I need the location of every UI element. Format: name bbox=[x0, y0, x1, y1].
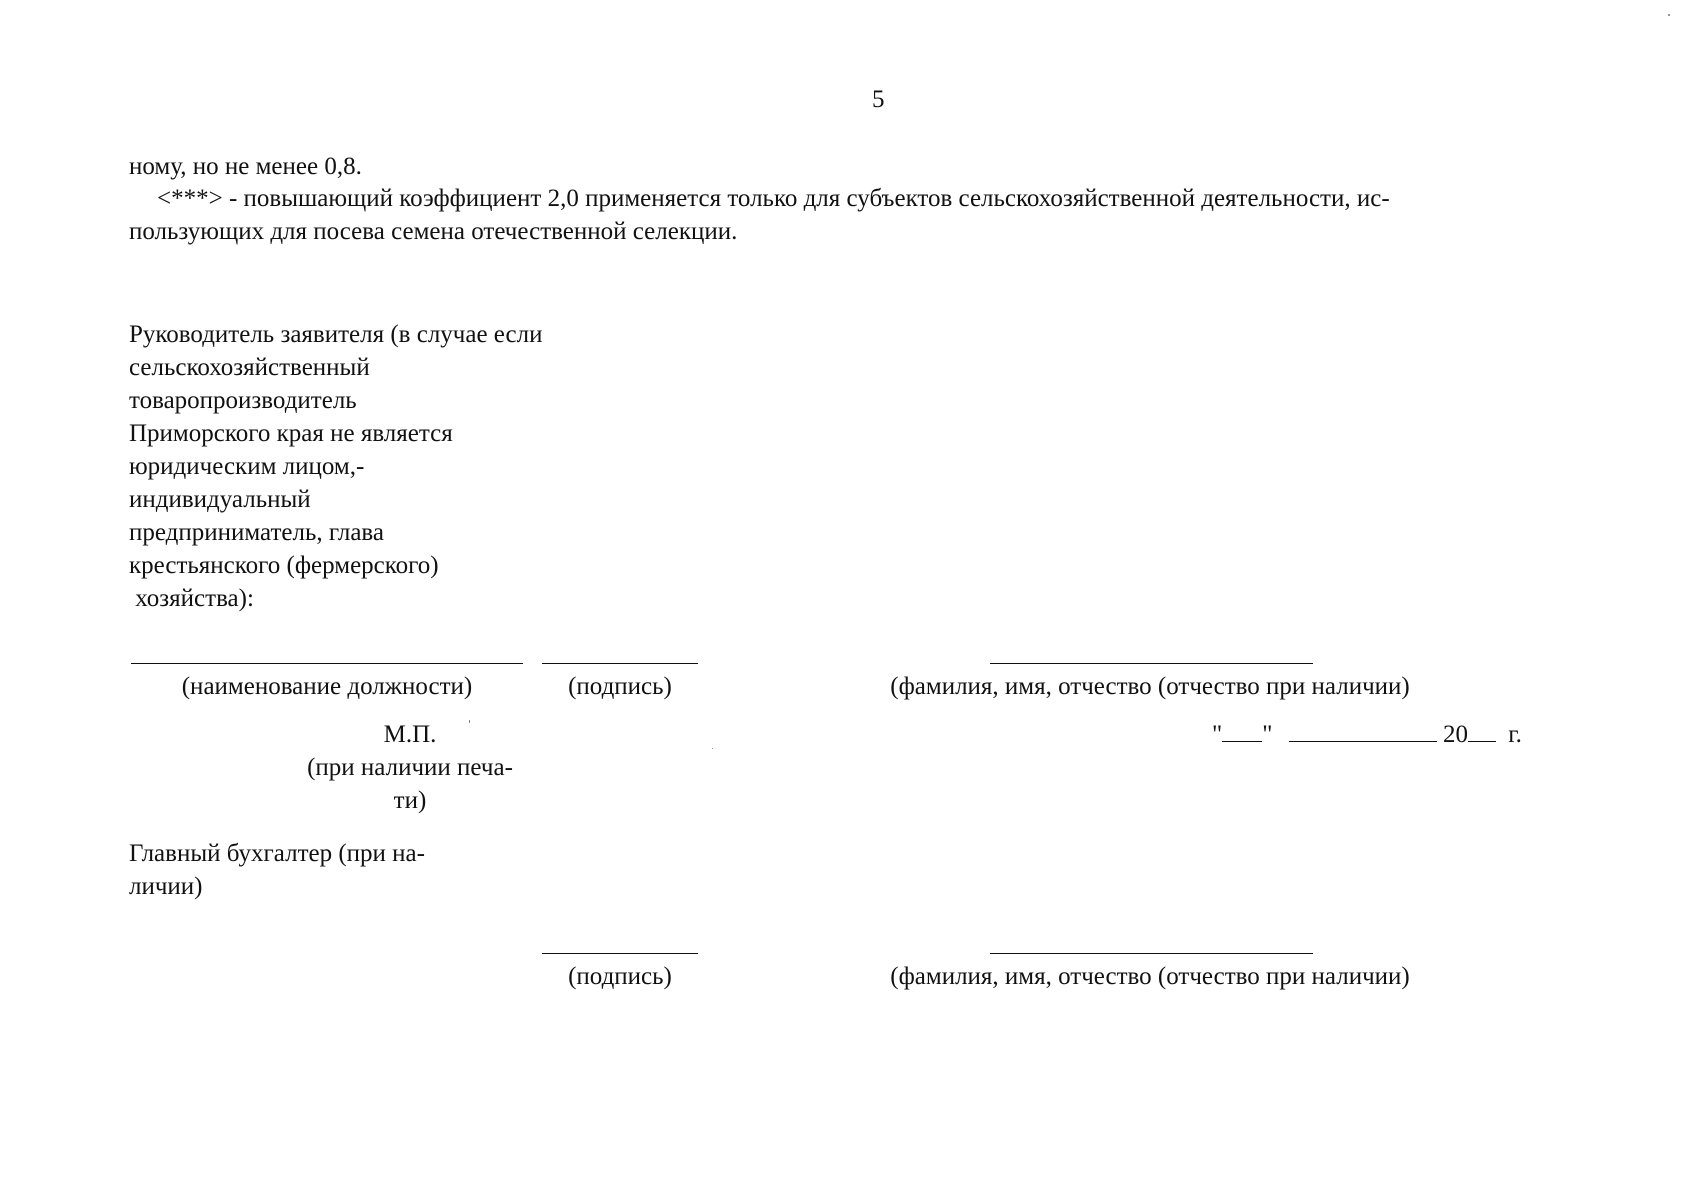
date-year-suffix: г. bbox=[1508, 721, 1522, 748]
applicant-head-line: Приморского края не является bbox=[129, 420, 453, 447]
applicant-head-line: индивидуальный bbox=[129, 486, 311, 513]
footnote-paragraph bbox=[129, 182, 1579, 248]
date-field bbox=[1212, 717, 1522, 751]
date-year-blank[interactable] bbox=[1468, 717, 1496, 742]
footnote-paragraph-line-2: пользующих для посева семена отечественной селекции. bbox=[129, 218, 738, 245]
applicant-head-line: предприниматель, глава bbox=[129, 519, 385, 546]
date-day-blank[interactable] bbox=[1222, 717, 1262, 742]
date-month-blank[interactable] bbox=[1289, 717, 1437, 742]
scan-speck bbox=[469, 720, 470, 723]
applicant-head-line: товаропроизводитель bbox=[129, 387, 357, 414]
chief-accountant-line-2: личии) bbox=[129, 873, 203, 900]
date-close-quote: " bbox=[1262, 721, 1273, 748]
name-signature-line-head[interactable] bbox=[990, 663, 1313, 664]
stamp-note-line-1: (при наличии печа- bbox=[307, 754, 513, 781]
page-number: 5 bbox=[872, 86, 885, 113]
signature-caption-head: (подпись) bbox=[568, 673, 672, 700]
applicant-head-line: сельскохозяйственный bbox=[129, 354, 370, 381]
position-signature-line[interactable] bbox=[131, 663, 523, 664]
date-open-quote: " bbox=[1212, 721, 1223, 748]
applicant-head-line: юридическим лицом,- bbox=[129, 453, 365, 480]
name-caption-head: (фамилия, имя, отчество (отчество при наличии) bbox=[890, 673, 1410, 700]
footnote-paragraph-line-1: <***> - повышающий коэффициент 2,0 применяется только для субъектов сельскохозяйственной деятельности, ис- bbox=[157, 185, 1390, 212]
chief-accountant-line-1: Главный бухгалтер (при на- bbox=[129, 840, 425, 867]
scan-speck bbox=[1668, 14, 1670, 16]
signature-caption-accountant: (подпись) bbox=[568, 963, 672, 990]
applicant-head-label bbox=[129, 318, 609, 615]
applicant-head-line: крестьянского (фермерского) bbox=[129, 552, 439, 579]
chief-accountant-label bbox=[129, 837, 425, 903]
date-year-prefix: 20 bbox=[1442, 721, 1468, 748]
scan-speck bbox=[712, 748, 713, 749]
applicant-head-line: хозяйства): bbox=[129, 585, 254, 612]
applicant-head-line: Руководитель заявителя (в случае если bbox=[129, 321, 543, 348]
signature-line-head[interactable] bbox=[542, 663, 698, 664]
stamp-label: М.П. bbox=[383, 721, 437, 748]
name-signature-line-accountant[interactable] bbox=[990, 953, 1313, 954]
signature-line-accountant[interactable] bbox=[542, 953, 698, 954]
name-caption-accountant: (фамилия, имя, отчество (отчество при наличии) bbox=[890, 963, 1410, 990]
stamp-placeholder bbox=[280, 718, 540, 817]
position-caption: (наименование должности) bbox=[181, 673, 473, 700]
footnote-continuation: ному, но не менее 0,8. bbox=[129, 153, 362, 180]
stamp-note-line-2: ти) bbox=[393, 787, 427, 814]
